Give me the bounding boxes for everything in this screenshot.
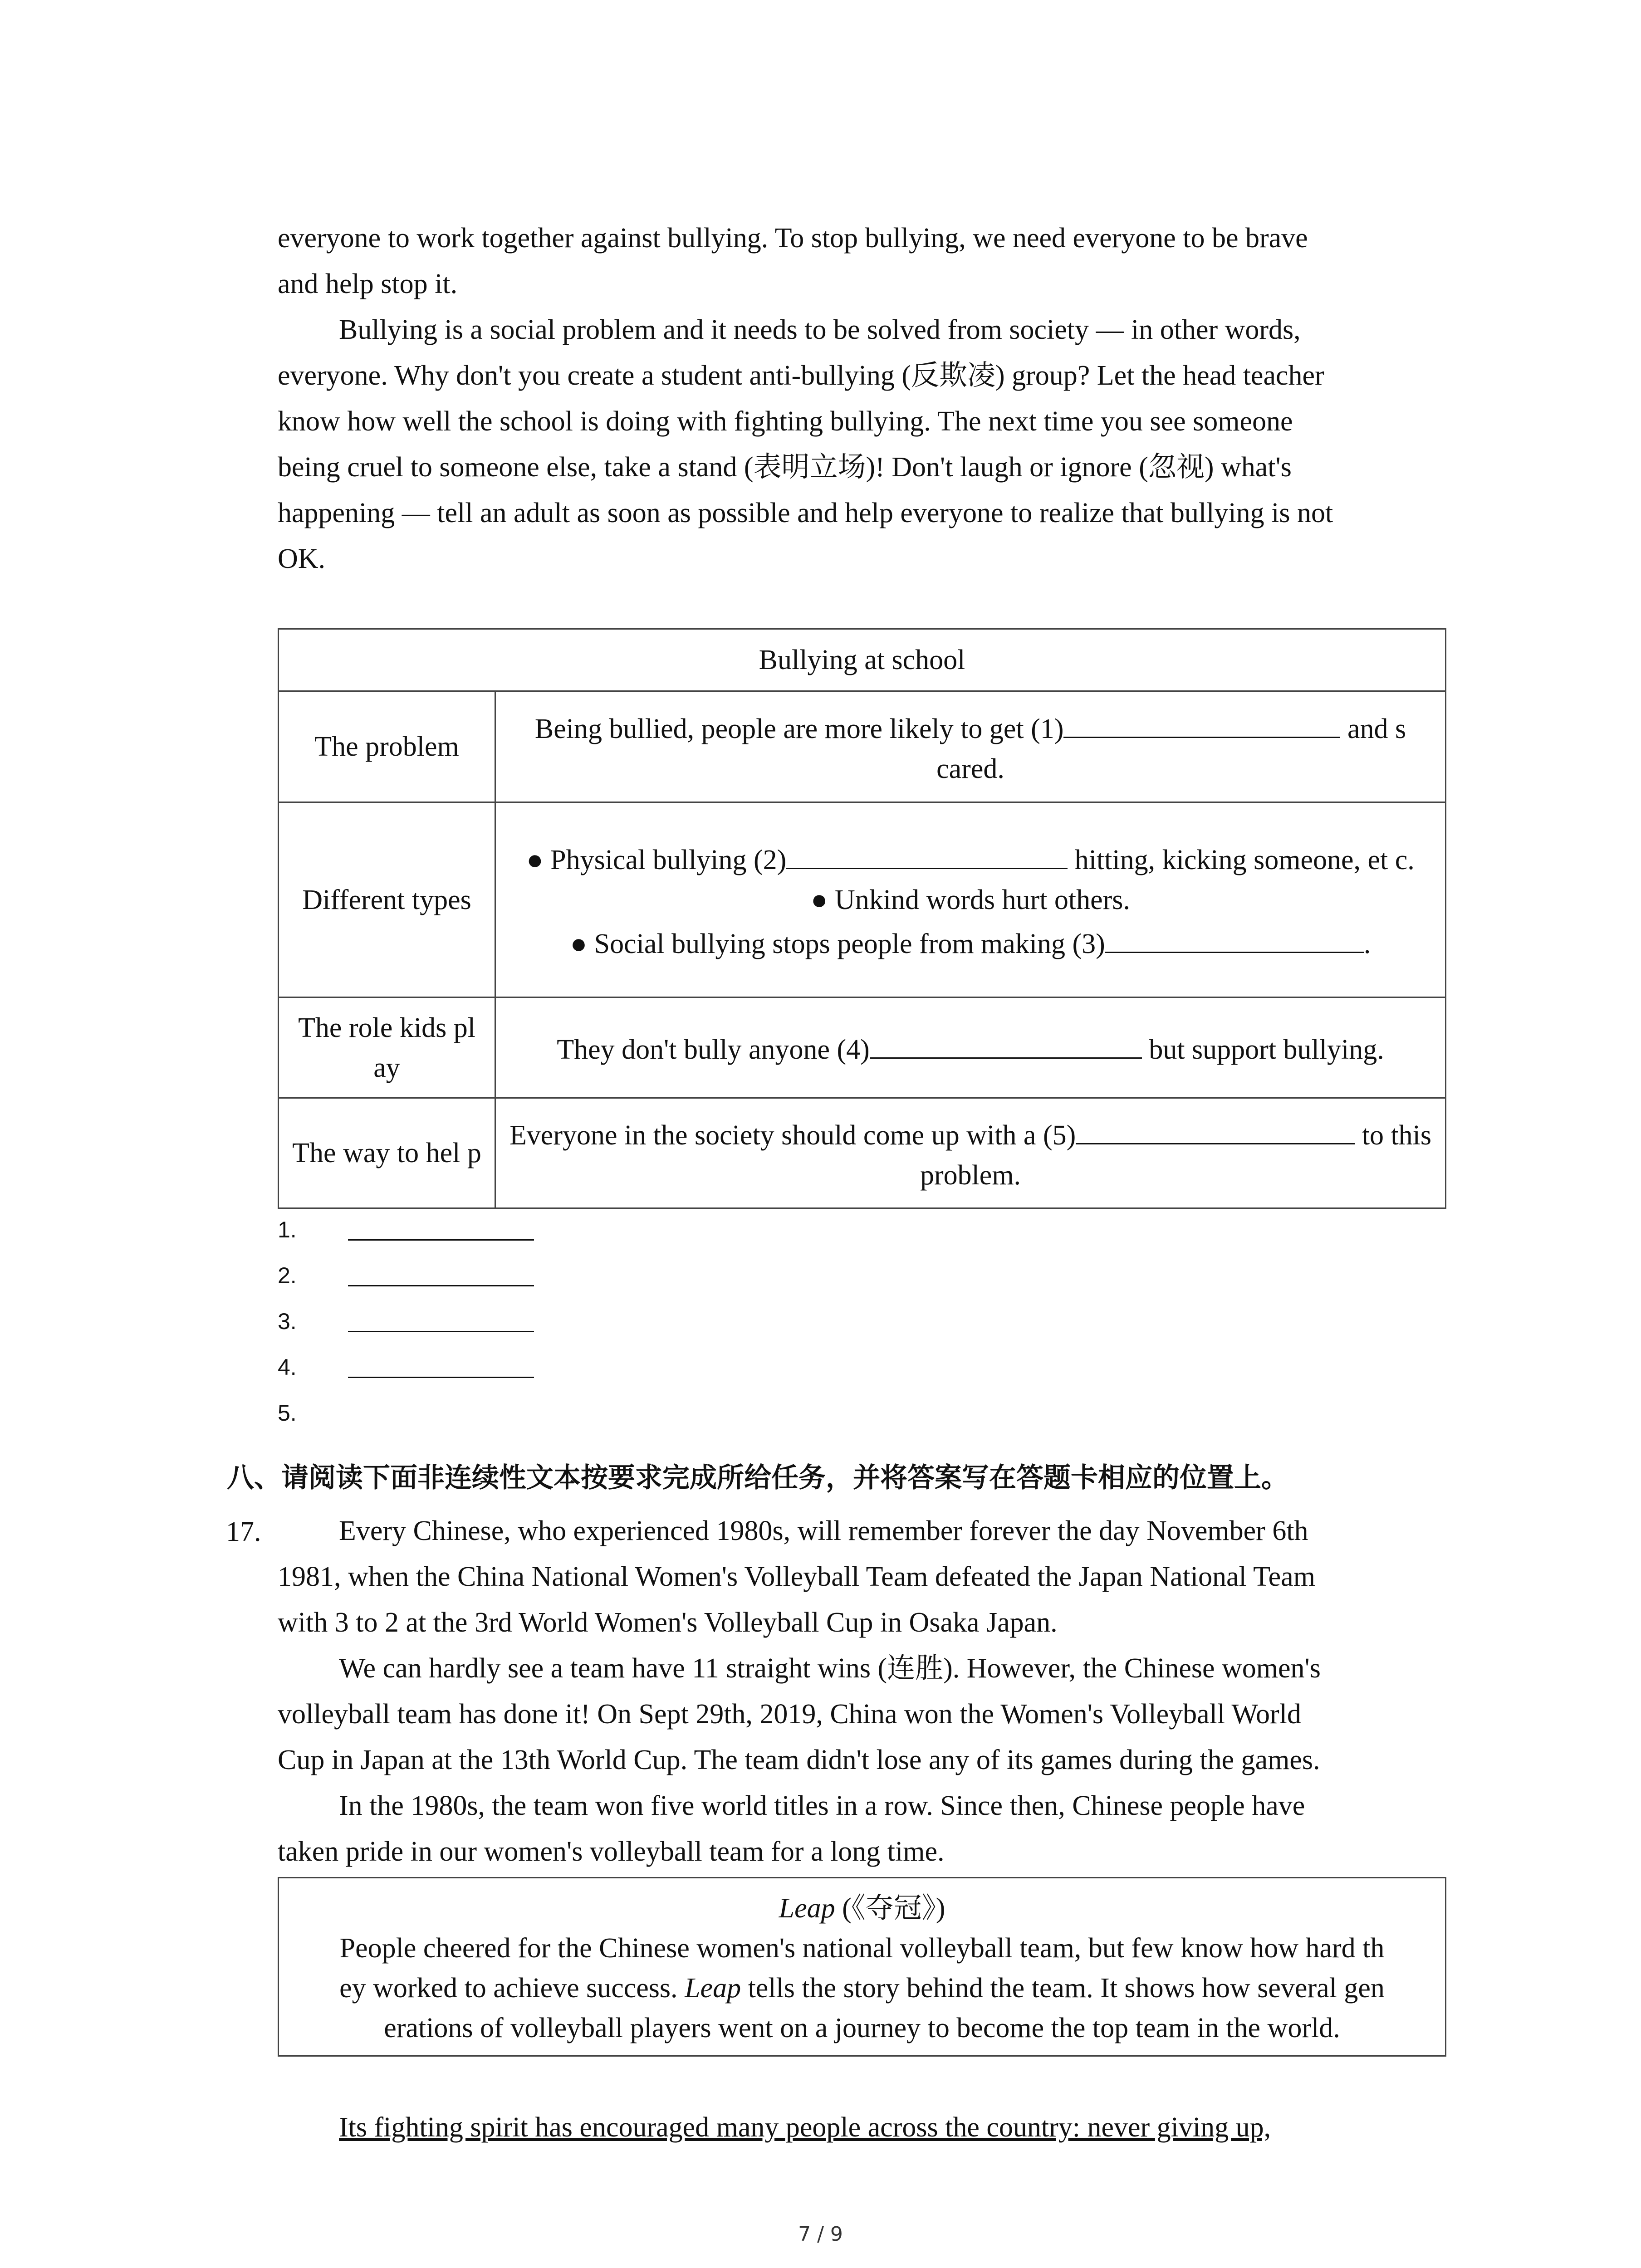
passage-line: In the 1980s, the team won five world titles in a row. Since then, Chinese people have <box>339 1790 1305 1821</box>
row-label-problem: The problem <box>279 691 495 802</box>
bullying-summary-table <box>278 628 1446 1209</box>
passage-line: happening — tell an adult as soon as possible and help everyone to realize that bullying is not <box>278 498 1333 528</box>
passage-line: being cruel to someone else, take a stand (表明立场)! Don't laugh or ignore (忽视) what's <box>278 452 1292 483</box>
table-title: Bullying at school <box>279 629 1446 691</box>
passage-line: and help stop it. <box>278 269 458 299</box>
passage-line: Bullying is a social problem and it needs to be solved from society — in other words, <box>339 314 1301 345</box>
question-number: 17. <box>226 1516 261 1547</box>
answer-blank-2[interactable] <box>786 836 1068 869</box>
passage-line: volleyball team has done it! On Sept 29th, 2019, China won the Women's Volleyball World <box>278 1699 1301 1730</box>
underlined-sentence: Its fighting spirit has encouraged many people across the country: never giving up, <box>339 2112 1271 2143</box>
passage-line: everyone to work together against bullying. To stop bullying, we need everyone to be brave <box>278 223 1308 254</box>
row-label-types: Different types <box>279 802 495 997</box>
answer-blank-4[interactable] <box>870 1026 1142 1059</box>
passage-line: Cup in Japan at the 13th World Cup. The team didn't lose any of its games during the games. <box>278 1745 1320 1775</box>
passage-line: with 3 to 2 at the 3rd World Women's Volleyball Cup in Osaka Japan. <box>278 1607 1058 1638</box>
section-heading: 八、请阅读下面非连续性文本按要求完成所给任务，并将答案写在答题卡相应的位置上。 <box>227 1462 1288 1494</box>
answer-line[interactable] <box>348 1377 534 1378</box>
answer-blank-1[interactable] <box>1063 705 1340 738</box>
passage-line: 1981, when the China National Women's Volleyball Team defeated the Japan National Team <box>278 1561 1315 1592</box>
passage-line: taken pride in our women's volleyball team for a long time. <box>278 1836 945 1867</box>
passage-line: We can hardly see a team have 11 straight wins (连胜). However, the Chinese women's <box>339 1653 1321 1684</box>
passage-line: know how well the school is doing with fighting bullying. The next time you see someone <box>278 406 1293 437</box>
page-number: 7 / 9 <box>798 2223 843 2246</box>
leap-title: Leap (《夺冠》) <box>779 1893 945 1924</box>
row-content-types: ● Physical bullying (2) hitting, kicking someone, et c. ● Unkind words hurt others. ● Social bullying stops people from making (3) . <box>495 802 1446 997</box>
underlined-sentence-block <box>278 2105 1448 2151</box>
answer-line[interactable] <box>348 1239 534 1241</box>
passage-line: Every Chinese, who experienced 1980s, will remember forever the day November 6th <box>339 1515 1308 1546</box>
leap-info-box: Leap (《夺冠》) People cheered for the Chinese women's national volleyball team, but few know how hard th ey worked to achieve success. Leap tells the story behind the team. It shows how several gen erations of volleyball players went on a journey to become the top team in the world. <box>278 1877 1446 2057</box>
passage-line: everyone. Why don't you create a student anti-bullying (反欺凌) group? Let the head teacher <box>278 360 1324 391</box>
answer-line[interactable] <box>348 1285 534 1286</box>
row-label-role: The role kids pl ay <box>279 997 495 1098</box>
row-label-way: The way to hel p <box>279 1098 495 1208</box>
row-content-problem: Being bullied, people are more likely to get (1) and s cared. <box>495 691 1446 802</box>
row-content-role: They don't bully anyone (4) but support bullying. <box>495 997 1446 1098</box>
passage-volleyball <box>278 1508 1448 1875</box>
row-content-way: Everyone in the society should come up with a (5) to this problem. <box>495 1098 1446 1208</box>
document-page: everyone to work together against bullying. To stop bullying, we need everyone to be brave and help stop it. Bullying is a social problem and it needs to be solved from society — in other words, everyone. Why don't you create a student anti-bullying (反欺凌) group? Let the head teacher know how well the school is doing with fighting bullying. The next time you see someone being cruel to someone else, take a stand (表明立场)! Don't laugh or ignore (忽视) what's happening — tell an adult as soon as possible and help everyone to realize that bullying is not OK. Bullying at school The problem Being bullied, people are more likely to get (1) and s cared. Different types ● Physical bullying (2) hitting, kicking someone, et c. ● Unkind words hurt others. ● Social bullying stops people from making (3) . The role kids pl ay They don't bully anyone (4) but support bullying. The way to hel p Everyone in the society should come up with a (5) to this problem. 1. 2. 3. 4. 5. 八、请阅读下面非连续性文本按要求完成所给任务，并将答案写在答题卡相应的位置上。 17. Every Chinese, who experienced 1980s, will remember forever the day November 6th 1981, when the China National Women's Volleyball Team defeated the Japan National Team with 3 to 2 at the 3rd World Women's Volleyball Cup in Osaka Japan. We can hardly see a team have 11 straight wins (连胜). However, the Chinese women's volleyball team has done it! On Sept 29th, 2019, China won the Women's Volleyball World Cup in Japan at the 13th World Cup. The team didn't lose any of its games during the games. In the 1980s, the team won five world titles in a row. Since then, Chinese people have taken pride in our women's volleyball team for a long time. Leap (《夺冠》) People cheered for the Chinese women's national volleyball team, but few know how hard th ey worked to achieve success. Leap tells the story behind the team. It shows how several gen erations of volleyball players went on a journey to become the top team in the world. Its fighting spirit has encouraged many people across the country: never giving up, 7 / 9 <box>0 0 1641 2268</box>
passage-continuation <box>278 215 1448 582</box>
answer-blank-5[interactable] <box>1076 1111 1355 1144</box>
answer-line[interactable] <box>348 1331 534 1332</box>
passage-line: OK. <box>278 543 326 574</box>
answer-blank-3[interactable] <box>1105 920 1364 953</box>
